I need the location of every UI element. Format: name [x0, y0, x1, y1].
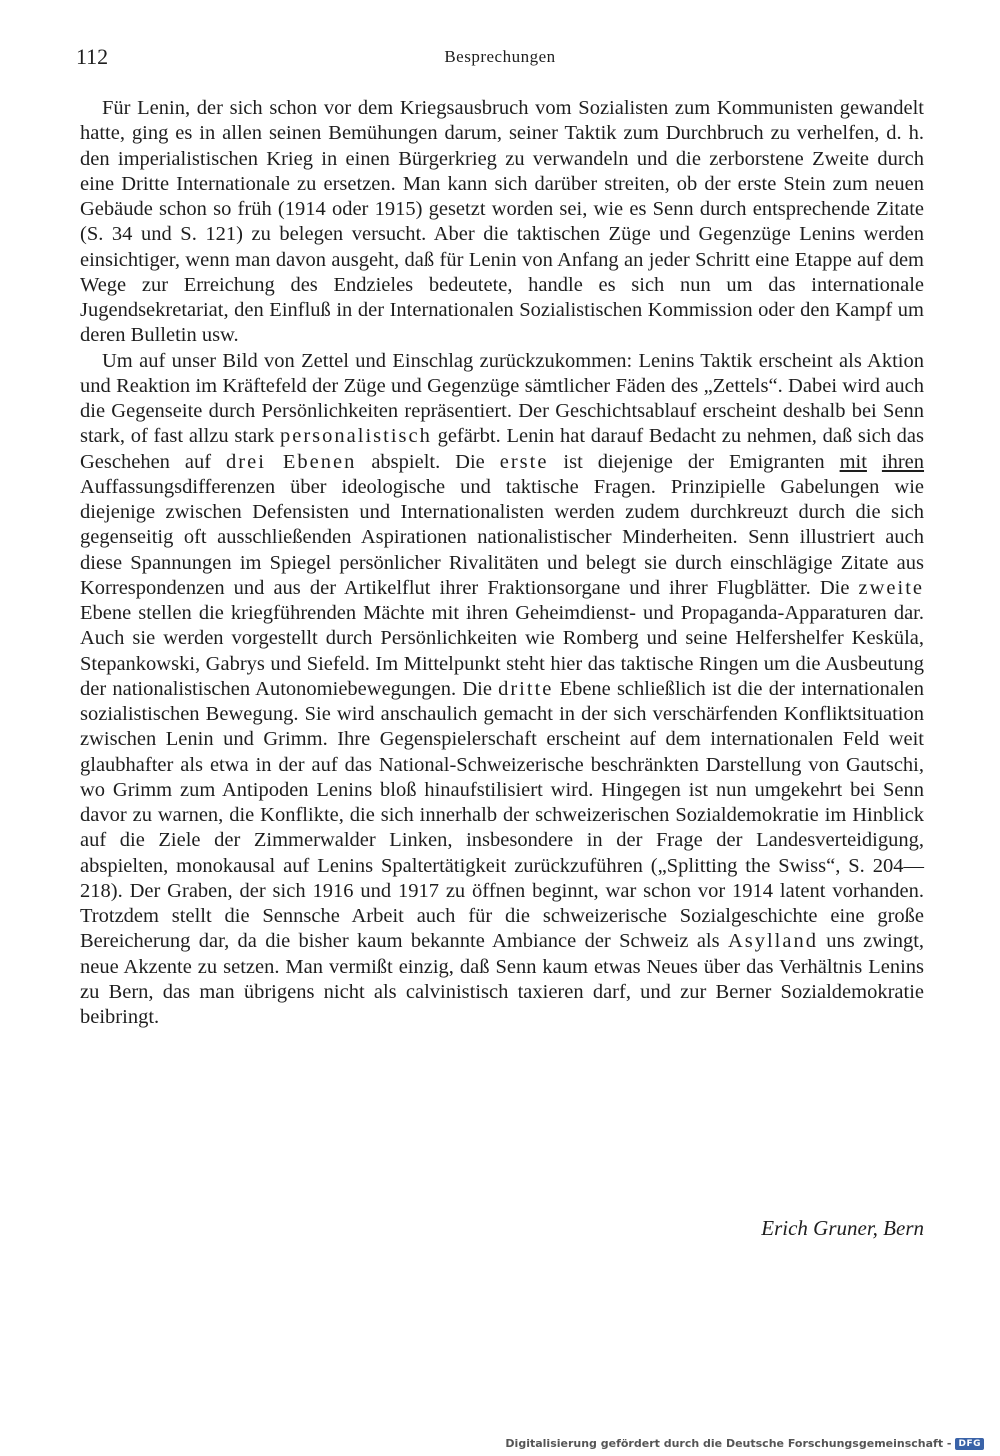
- underlined-word-mit: mit: [839, 450, 867, 473]
- text-run: ist diejenige der Emigranten: [563, 450, 825, 473]
- spaced-term-erste: erste: [499, 450, 549, 473]
- underlined-word-ihren: ihren: [881, 450, 925, 473]
- paragraph-2: [80, 349, 924, 1031]
- text-run: uns zwingt, neue Akzente zu setzen. Man vermißt einzig, daß Senn kaum etwas Neues über das Verhältnis Lenins zu Bern, das man übrigens nicht als calvinistisch taxieren darf, und zur Berner Sozialdemokratie beibringt.: [80, 930, 925, 1028]
- text-run: Auffassungsdifferenzen über ideologische und taktische Fragen. Prinzipielle Gabelungen wie diejenige zwischen Defensisten und Internationalisten werden zudem durchkreuzt durch die sich gegenseitig oft ausschließenden Aspirationen nationalistischer Minderheiten. Senn illustriert auch diese Spannungen im Spiegel persönlicher Rivalitäten und belegt sie durch einschlägige Zitate aus Korrespondenzen und aus der Artikelflut ihrer Fraktionsorgane und ihrer Flugblätter. Die: [80, 475, 924, 599]
- spaced-term-asylland: Asylland: [727, 930, 818, 953]
- digitization-credit: [505, 1437, 984, 1450]
- running-title: Besprechungen: [444, 47, 556, 66]
- text-run: Ebene schließlich ist die der internationalen sozialistischen Bewegung. Sie wird anschaulich gemacht in der sich verschärfenden Konfliktsituation zwischen Lenin und Grimm. Ihre Gegenspielerschaft erscheint auf dem internationalen Feld weit glaubhafter als etwa in der auf das National-Schweizerische beschränkten Darstellung von Gautschi, wo Grimm zum Antipoden Lenins bloß hinaufstilisiert wird. Hingegen ist nun umgekehrt bei Senn davor zu warnen, die Konflikte, die sich innerhalb der schweizerischen Sozialdemokratie im Hinblick auf die Ziele der Zimmerwalder Linken, insbesondere in der Frage der Landesverteidigung, abspielten, monokausal auf Lenins Spaltertätigkeit zurückzuführen („Splitting the Swiss“, S. 204—218). Der Graben, der sich 1916 und 1917 zu öffnen beginnt, war schon vor 1914 latent vorhanden. Trotzdem stellt die Sennsche Arbeit auch für die schweizerische Sozialgeschichte eine große Bereicherung dar, da die bisher kaum bekannte Ambiance der Schweiz als: [80, 677, 925, 953]
- spaced-term-drei-ebenen: drei Ebenen: [226, 450, 357, 473]
- dfg-logo: DFG: [955, 1438, 984, 1450]
- text-run: gefärbt. Lenin hat darauf Bedacht zu nehmen, daß sich das Geschehen auf: [80, 425, 925, 473]
- text-run: Um auf unser Bild von Zettel und Einschlag zurückzukommen: Lenins Taktik erscheint als Aktion und Reaktion im Kräftefeld der Züge und Gegenzüge sämtlicher Fäden des „Zettels“. Dabei wird auch die Gegenseite durch Persönlichkeiten repräsentiert. Der Geschichtsablauf erscheint deshalb bei Senn stark, of fast allzu stark: [80, 349, 924, 448]
- paragraph-1: Für Lenin, der sich schon vor dem Kriegsausbruch vom Sozialisten zum Kommunisten gewandelt hatte, ging es in allen seinen Bemühungen darum, seiner Taktik zum Durchbruch zu verhelfen, d. h. den imperialistischen Krieg in einen Bürgerkrieg zu verwandeln und die zerborstene Zweite durch eine Dritte Internationale zu ersetzen. Man kann sich darüber streiten, ob der erste Stein zum neuen Gebäude schon so früh (1914 oder 1915) gesetzt worden sei, wie es Senn durch entsprechende Zitate (S. 34 und S. 121) zu belegen versucht. Aber die taktischen Züge und Gegenzüge Lenins werden einsichtiger, wenn man davon ausgeht, daß für Lenin von Anfang an jeder Schritt eine Etappe auf dem Wege zur Erreichung des Endzieles bedeutete, handle es sich nun um das internationale Jugendsekretariat, den Einfluß in der Internationalen Sozialistischen Kommission oder den Kampf um deren Bulletin usw.: [80, 97, 924, 347]
- page-number: 112: [76, 44, 109, 69]
- text-run: Ebene stellen die kriegführenden Mächte mit ihren Geheimdienst- und Propaganda-Apparaturen dar. Auch sie werden vorgestellt durch Persönlichkeiten wie Romberg und seine Helfershelfer Kesküla, Stepankowski, Gabrys und Siefeld. Im Mittelpunkt steht hier das taktische Ringen um die Ausbeutung der nationalistischen Autonomiebewegungen. Die: [80, 602, 924, 700]
- author-signature: Erich Gruner, Bern: [761, 1216, 924, 1240]
- spaced-term-dritte: dritte: [498, 677, 554, 700]
- spaced-term-zweite: zweite: [858, 576, 924, 599]
- credit-text: Digitalisierung gefördert durch die Deutsche Forschungsgemeinschaft -: [505, 1437, 952, 1450]
- review-body: [80, 96, 924, 1030]
- text-run: abspielt. Die: [371, 450, 485, 473]
- spaced-term-personalistisch: personalistisch: [280, 425, 432, 448]
